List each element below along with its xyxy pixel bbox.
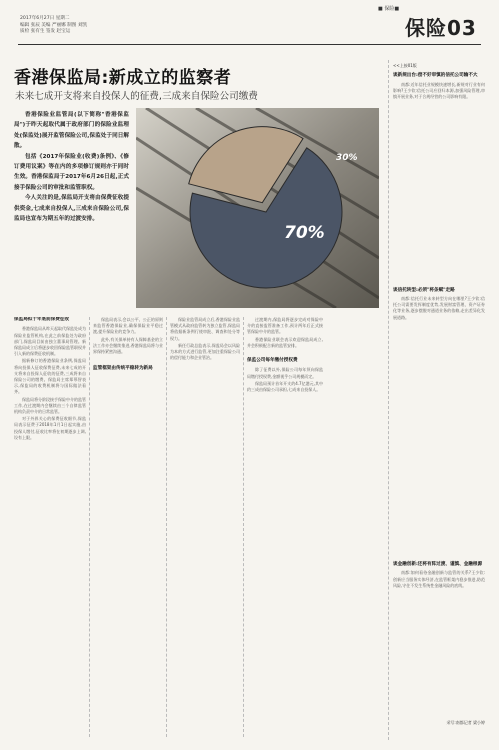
section-tag: ■ 保险■ bbox=[378, 6, 400, 12]
article-mid-1-body bbox=[93, 317, 163, 356]
sidebar-section-title: 谈新规出台:偿不好审慎的信托公司输不大 bbox=[393, 73, 478, 79]
paragraph: 除了征费以外,保险公司每年须向保监局缴付授权费,金额视乎公司规模而定。 bbox=[247, 367, 323, 379]
mid-3-box-title: 保监公司每年缴付授权费 bbox=[247, 358, 298, 364]
paragraph: 保监局预计首年开支约4.7亿港元,其中约三成由保险公司承担,七成来自投保人。 bbox=[247, 380, 323, 393]
headline: 香港保监局:新成立的监察者 bbox=[14, 68, 232, 88]
sidebar bbox=[393, 63, 485, 743]
proof-line: 质检 张有生 签发 赵宝运 bbox=[20, 29, 71, 35]
sidebar-section-title: 谈信托转型:必须"将条赋"走路 bbox=[393, 287, 455, 293]
date-line: 2017年6月27日 星期二 bbox=[20, 16, 70, 21]
paragraph: 对于外界关心的保费征收细节,保监局表示征费于2018年1月1日起实施,由投保人缴付,征收比率将在初期逐步上调,设有上限。 bbox=[14, 416, 86, 440]
slice-label-1: 30% bbox=[336, 153, 358, 163]
sidebar-section-body bbox=[393, 82, 485, 282]
paragraph: 新任行政总监表示,保监局会以风险为本的方式进行监管,更加注重保险公司的偿付能力和企业管治。 bbox=[170, 342, 240, 361]
sidebar-section-title: 谈金融创新:还将有阵过渡、谨慎、金融根源 bbox=[393, 562, 483, 568]
paragraph: 保险业监管局成立后,香港保险业监管模式从政府监管转为独立监管,保监局将依据新条例行使审批、调查和处分等权力。 bbox=[170, 317, 240, 341]
intro-paragraph: 香港保险业监管局(以下简称"香港保监局")于昨天起取代属于政府部门的保险业监理处(保监处)展开监管保险公司,保监处于同日解散。 bbox=[14, 112, 129, 150]
article-left-title: 保监局拟于年底前保费征收 bbox=[14, 317, 70, 322]
article-mid-1 bbox=[93, 317, 163, 737]
mid-1-box-title: 监管框架由传统平稳转为新局 bbox=[93, 366, 153, 372]
intro-paragraph: 包括《2017年保险业(收费)条例》、《修订费用议案》等在内的多项修订规则亦于同时生效。香港保监局于2017年6月26日起,正式接手保险公司的审批和监管职权。 bbox=[14, 153, 129, 191]
paragraph: 保监局将分阶段接手保险中介的监管工作,在过渡期内会继续由三个自律监管机构负责中介的日常监管。 bbox=[14, 396, 86, 415]
paragraph: 保监局表示,会以公平、公正的原则来监管香港保险业,确保保险业平稳过渡,提升保险业的竞争力。 bbox=[93, 317, 163, 335]
editors-line: 编辑 张辰 美编 严丽娜 制图 刘凯 bbox=[20, 22, 88, 28]
subheadline: 未来七成开支将来自投保人的征费,三成来自保险公司缴费 bbox=[15, 91, 258, 102]
paragraph: 南都:近年信托业规模快速增长,新规对行业有何影响?王少钦:信托公司应回归本源,加强风险管理,审慎开展业务,对于合规经营的公司影响有限。 bbox=[393, 81, 485, 100]
byline: 采写:南都记者 梁小婷 bbox=[446, 720, 485, 726]
pie-chart bbox=[136, 108, 379, 308]
article-left-body bbox=[14, 326, 86, 442]
column-divider bbox=[243, 317, 244, 737]
mid-3-box-body bbox=[247, 367, 323, 394]
article-mid-3 bbox=[247, 317, 323, 737]
paragraph: 过渡期内,保监局将逐步完成对保险中介的直接监管准备工作,预计两年后正式接管保险中介的监管。 bbox=[247, 317, 323, 335]
article-mid-2-body bbox=[170, 317, 240, 362]
article-left bbox=[14, 317, 86, 737]
section-title: 保险03 bbox=[405, 16, 477, 40]
illustration-graphic bbox=[136, 108, 379, 308]
paragraph: 香港保监局从昨天起取代保监处成为保险业监管机构,在此之前保监处为政府部门,保监局目前由独立董事局管理。新保监局成立后将逐步收回保险监管职权并引入新的保费征收机制。 bbox=[14, 326, 86, 357]
publication-info bbox=[20, 16, 87, 36]
column-divider bbox=[166, 317, 167, 737]
sidebar-intro: <<上接01版 bbox=[393, 63, 417, 68]
sidebar-section-body bbox=[393, 296, 485, 556]
sidebar-divider bbox=[388, 60, 389, 740]
slice-label-0: 70% bbox=[284, 223, 325, 243]
paragraph: 南都:如何看待金融创新与监管的关系?王少钦:创新应当服务实体经济,在监管框架内稳步推进,防范风险,守住不发生系统性金融风险的底线。 bbox=[393, 570, 485, 588]
article-mid-3-body bbox=[247, 317, 323, 350]
top-rule bbox=[18, 44, 481, 45]
sidebar-section-body bbox=[393, 570, 485, 720]
intro-text bbox=[14, 110, 129, 224]
column-divider bbox=[89, 317, 90, 737]
intro-paragraph: 今人关注的是,保监局开支将由保费征收提供资金,七成来自投保人,三成来自保险公司,保监局也宣布为期五年的过渡安排。 bbox=[14, 195, 129, 223]
paragraph: 此外,有关保单持有人保障基金的立法工作亦会继续推进,香港保监局将与业界保持紧密沟通。 bbox=[93, 336, 163, 355]
paragraph: 南都:信托行业未来转型方向在哪里?王少钦:信托公司需要发挥制度优势,发展财富管理、资产证券化等业务,逐步摆脱对通道业务的依赖,走出差异化发展道路。 bbox=[393, 296, 485, 320]
paragraph: 据新修订的香港保险业条例,保监局将向投保人征收保费征费,未来七成的开支将来自投保人征收的征费,三成将来自保险公司的缴费。保监局主席郑慕智表示,保监局的收费机制将与国际做法看齐。 bbox=[14, 358, 86, 395]
paragraph: 香港保险业联会表示欢迎保监局成立,并会积极配合新的监管安排。 bbox=[247, 336, 323, 348]
article-mid-2 bbox=[170, 317, 240, 737]
